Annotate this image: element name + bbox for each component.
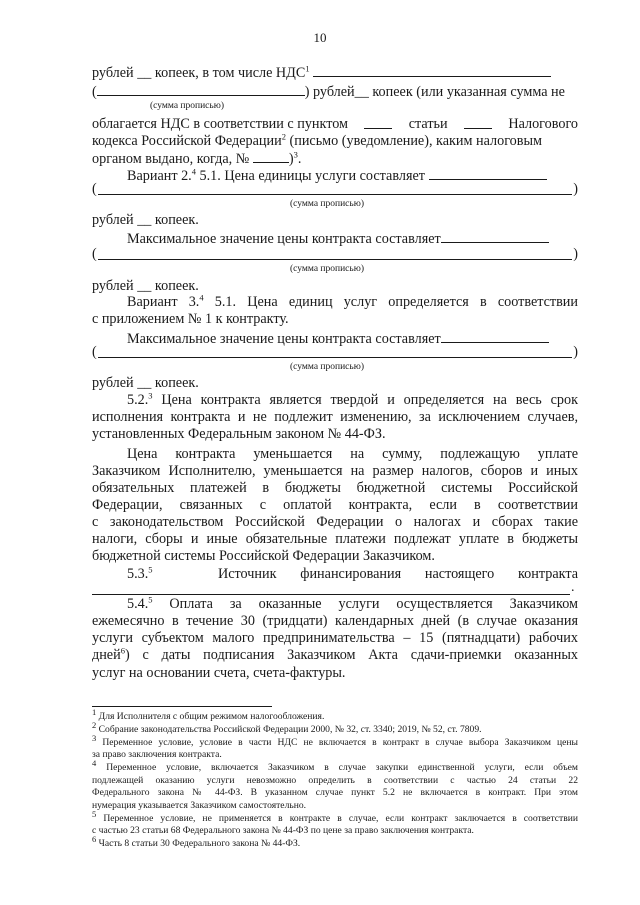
text: Максимальное значение цены контракта составляет	[127, 331, 441, 347]
amount-words-field	[92, 246, 578, 263]
text: Оплата за оказанные услуги осуществляется Заказчиком	[152, 596, 578, 612]
amount-words-field	[92, 344, 578, 361]
text-line: Федерации, связанных с оплатой контракта, если в соответствии	[92, 497, 578, 513]
close-paren: )	[573, 246, 578, 262]
text-line: услуг на основании счета, счета-фактуры.	[92, 665, 346, 681]
text: Максимальное значение цены контракта составляет	[127, 231, 441, 247]
blank-line	[313, 64, 551, 77]
footnote	[92, 732, 578, 750]
text: Источник финансирования настоящего контракта	[218, 566, 578, 582]
open-paren: (	[92, 181, 97, 197]
footnote-text: Переменное условие, не применяется в контракте в случае, если контракт заключается в соответствии	[103, 813, 579, 824]
footnote-ref: 1	[305, 63, 310, 74]
blank-line	[429, 167, 547, 180]
footnote-text: Часть 8 статьи 30 Федерального закона № 44-ФЗ.	[98, 838, 301, 849]
blank-line	[441, 330, 549, 343]
blank-line	[464, 116, 492, 129]
text: органом выдано, когда, №	[92, 151, 250, 167]
text-line: налоги, сборы и иные обязательные платежи подлежат уплате в бюджеты	[92, 531, 578, 547]
text-line	[92, 64, 578, 82]
text-line: Заказчиком Исполнителю, уменьшается на размер налогов, сборов и иных	[92, 463, 578, 479]
footnote-text: Переменное условие, условие в части НДС не включается в контракт в случае выбора Заказчиком цены	[102, 737, 578, 748]
footnote-number: 1	[92, 706, 97, 717]
footnote	[92, 757, 578, 775]
caption: (сумма прописью)	[290, 264, 364, 274]
text: 5.1. Цена единицы услуги составляет	[195, 168, 425, 184]
footnote	[92, 833, 578, 851]
text-line	[92, 83, 578, 101]
open-paren: (	[92, 344, 97, 360]
caption: (сумма прописью)	[290, 362, 364, 372]
blank-line	[98, 259, 572, 260]
text-line: с законодательством Российской Федерации о налогах и сборах такие	[92, 514, 578, 530]
page-number: 10	[313, 30, 327, 45]
text: кодекса Российской Федерации	[92, 133, 282, 149]
text-line: бюджетной системы Российской Федерации Заказчиком.	[92, 548, 435, 564]
text: ) с даты подписания Заказчиком Акта сдачи-приемки оказанных	[124, 647, 578, 663]
blank-line	[98, 357, 572, 358]
text: Налогового	[508, 116, 578, 132]
caption: (сумма прописью)	[150, 101, 224, 111]
footnote-ref: 2	[281, 131, 286, 142]
footnote-number: 6	[92, 833, 97, 844]
footnote-ref: 5	[148, 594, 153, 605]
footnote	[92, 808, 579, 826]
footnote-number: 5	[92, 808, 97, 819]
text-line	[127, 294, 578, 311]
text: .	[571, 580, 575, 595]
open-paren: (	[92, 246, 97, 262]
text: ) рублей__ копеек (или указанная сумма не	[304, 84, 565, 100]
footnote-continuation: Федерального закона № 44-ФЗ. В указанном случае пункт 5.2 не включается в контракт. При этом	[92, 787, 578, 798]
blank-line	[253, 150, 289, 163]
text-line	[127, 392, 578, 409]
text-line	[92, 647, 578, 664]
text: Цена контракта является твердой и определяется на весь срок	[152, 392, 578, 408]
text-line	[92, 116, 578, 133]
footnote-continuation: нумерация указывается Заказчиком самостоятельно.	[92, 800, 307, 811]
text-line: исполнения контракта и не подлежит изменению, за исключением случаев,	[92, 409, 578, 425]
footnote-ref: 4	[191, 166, 196, 177]
text: статьи	[408, 116, 448, 132]
close-paren: )	[573, 344, 578, 360]
footnote-number: 3	[92, 732, 97, 743]
text-line: обязательных платежей в бюджеты бюджетной системы Российской	[92, 480, 578, 496]
text: Вариант 2.	[127, 168, 192, 184]
text-line: рублей __ копеек.	[92, 212, 199, 228]
footnote-text: Собрание законодательства Российской Федерации 2000, № 32, ст. 3340; 2019, № 52, ст. 7809.	[98, 724, 482, 735]
footnote-ref: 3	[148, 390, 153, 401]
text: )	[288, 151, 294, 167]
footnote-text: Для Исполнителя с общим режимом налогообложения.	[98, 711, 325, 722]
text	[127, 566, 153, 583]
text: .	[297, 151, 302, 167]
close-paren: )	[573, 181, 578, 197]
footnote	[92, 706, 578, 724]
text-line	[127, 566, 578, 583]
text-line	[127, 596, 578, 613]
text: (	[92, 84, 97, 100]
footnote-ref: 5	[148, 564, 153, 575]
footnote-continuation: за право заключения контракта.	[92, 749, 222, 760]
text-line: с приложением № 1 к контракту.	[92, 311, 289, 327]
blank-line	[92, 594, 570, 595]
text-line	[92, 133, 578, 150]
blank-line	[441, 230, 549, 243]
footnote-ref: 3	[293, 149, 298, 160]
text: облагается НДС в соответствии с пунктом	[92, 116, 349, 132]
blank-line	[98, 194, 572, 195]
text: (письмо (уведомление), каким налоговым	[285, 133, 542, 149]
footnote-continuation: подлежащей оказанию услуги невозможно определить в соответствии с частью 24 статьи 22	[92, 775, 578, 786]
text-line: услуги субъектом малого предпринимательства – 15 (пятнадцати) рабочих	[92, 630, 578, 646]
footnote-continuation: с частью 23 статьи 68 Федерального закона № 44-ФЗ по цене за право заключения контракта.	[92, 825, 474, 836]
text: 5.1. Цена единиц услуг определяется в соответствии	[203, 294, 578, 310]
text-line	[92, 150, 578, 168]
blank-line	[97, 83, 305, 96]
footnote-number: 2	[92, 719, 97, 730]
text: 5.3.	[127, 566, 149, 582]
text-line: ежемесячно в течение 30 (тридцати) календарных дней (в случае оказания	[92, 613, 578, 629]
caption: (сумма прописью)	[290, 199, 364, 209]
footnote-ref: 6	[120, 645, 125, 656]
text-line: рублей __ копеек.	[92, 278, 199, 294]
text: Вариант 3.	[127, 294, 200, 310]
text: 5.2.	[127, 392, 149, 408]
text-line: установленных Федеральным законом № 44-ФЗ.	[92, 426, 386, 442]
blank-line	[364, 116, 392, 129]
footnote-text: Переменное условие, включается Заказчиком в случае закупки единственной услуги, если объем	[106, 762, 578, 773]
footnote-ref: 4	[199, 292, 204, 303]
footnote-separator	[92, 706, 272, 707]
text-line: рублей __ копеек.	[92, 375, 199, 391]
footnote	[92, 719, 578, 737]
text: рублей __ копеек, в том числе НДС	[92, 65, 306, 81]
amount-words-field	[92, 181, 578, 198]
text-line: Цена контракта уменьшается на сумму, подлежащую уплате	[127, 446, 578, 462]
text: 5.4.	[127, 596, 149, 612]
text: дней	[92, 647, 121, 663]
footnote-number: 4	[92, 757, 97, 768]
